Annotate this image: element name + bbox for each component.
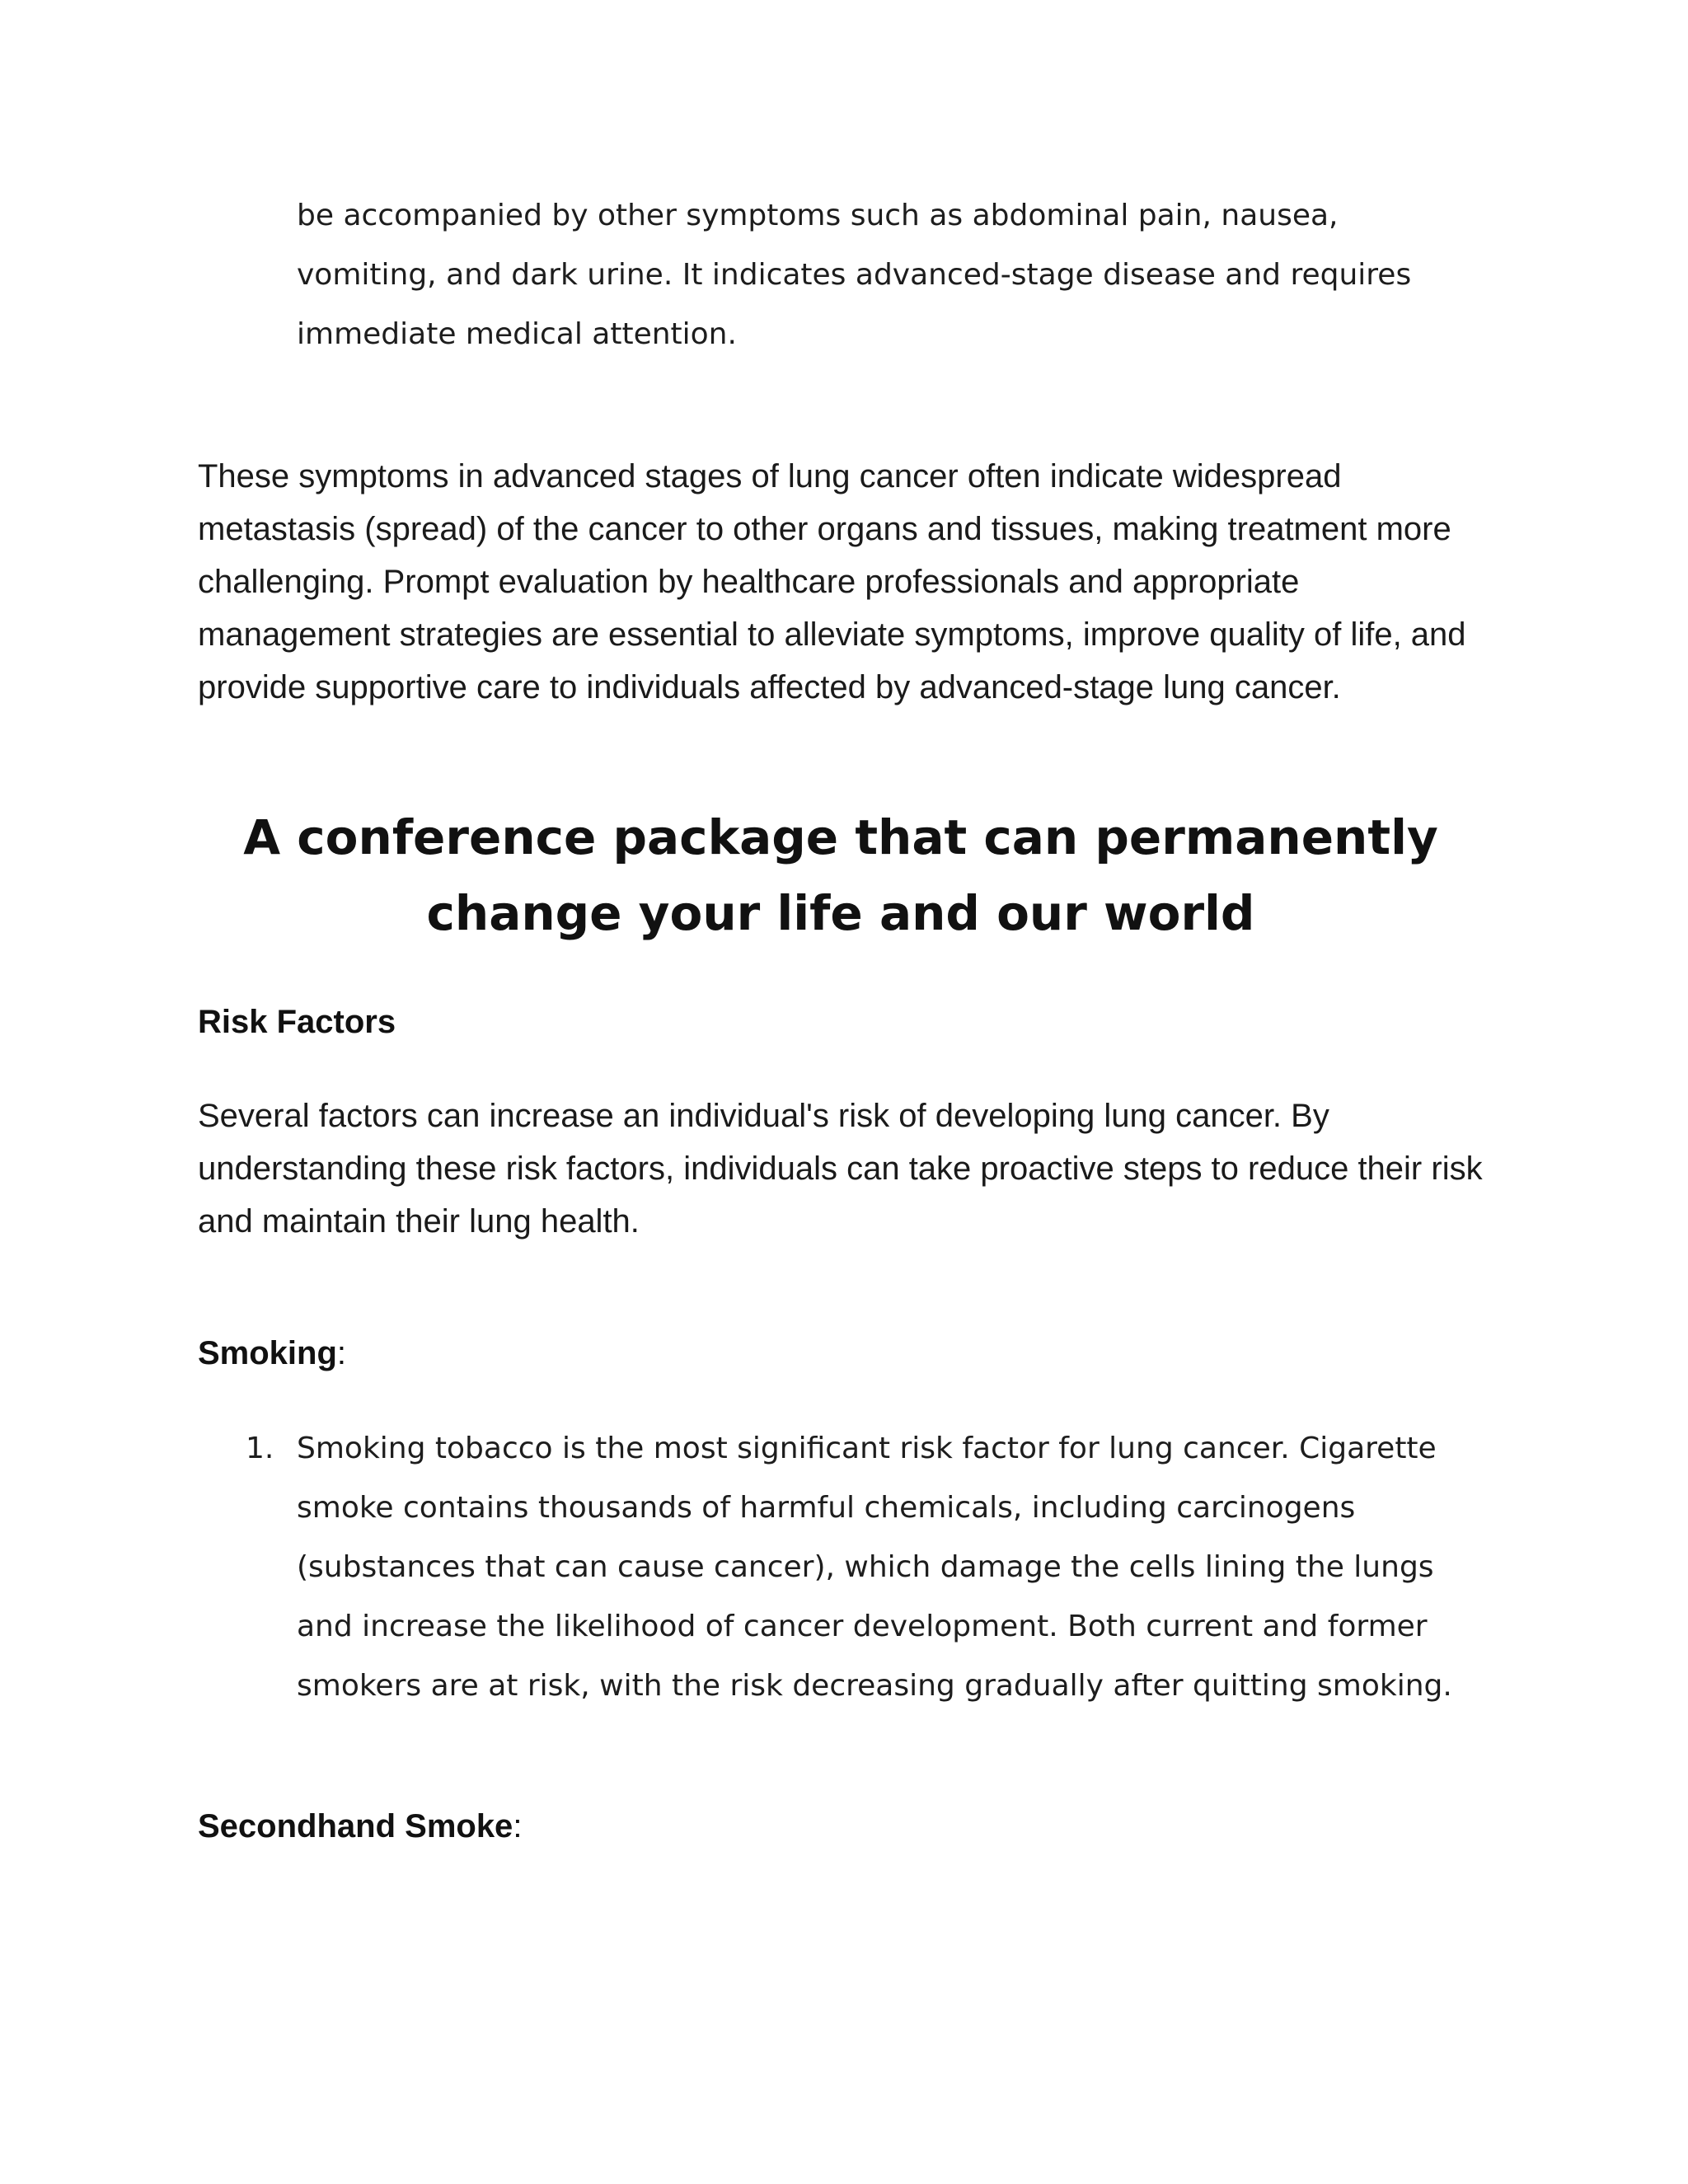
summary-paragraph: These symptoms in advanced stages of lung cancer often indicate widespread metastasis (spread) of the cancer to other organs and tissues, making treatment more challenging. Prompt evaluation by healthcare professionals and appropriate management strategies are essential to alleviate symptoms, improve quality of life, and provide supportive care to individuals affected by advanced-stage lung cancer. [198, 458, 1466, 705]
smoking-colon: : [336, 1335, 347, 1371]
secondhand-smoke-colon: : [513, 1808, 523, 1844]
smoking-title: Smoking [198, 1335, 337, 1371]
risk-factors-title: Risk Factors [198, 1004, 396, 1040]
continuation-paragraph: be accompanied by other symptoms such as abdominal pain, nausea, vomiting, and dark urine. It indicates advanced-stage disease and requires immediate medical attention. [297, 199, 1412, 351]
list-item-text: Smoking tobacco is the most significant risk factor for lung cancer. Cigarette smoke contains thousands of harmful chemicals, including carcinogens (substances that can cause cancer), which damage the cells lining the lungs and increase the likelihood of cancer development. Both current and former smokers are at risk, with the risk decreasing gradually after quitting smoking. [297, 1432, 1452, 1703]
secondhand-smoke-title: Secondhand Smoke [198, 1808, 513, 1844]
section-heading: A conference package that can permanently change your life and our world [243, 809, 1438, 941]
risk-factors-paragraph: Several factors can increase an individual's risk of developing lung cancer. By understanding these risk factors, individuals can take proactive steps to reduce their risk and maintain their lung health. [198, 1098, 1483, 1240]
smoking-subheading [198, 1330, 346, 1376]
list-item-number: 1. [246, 1432, 274, 1465]
secondhand-smoke-subheading [198, 1803, 522, 1849]
